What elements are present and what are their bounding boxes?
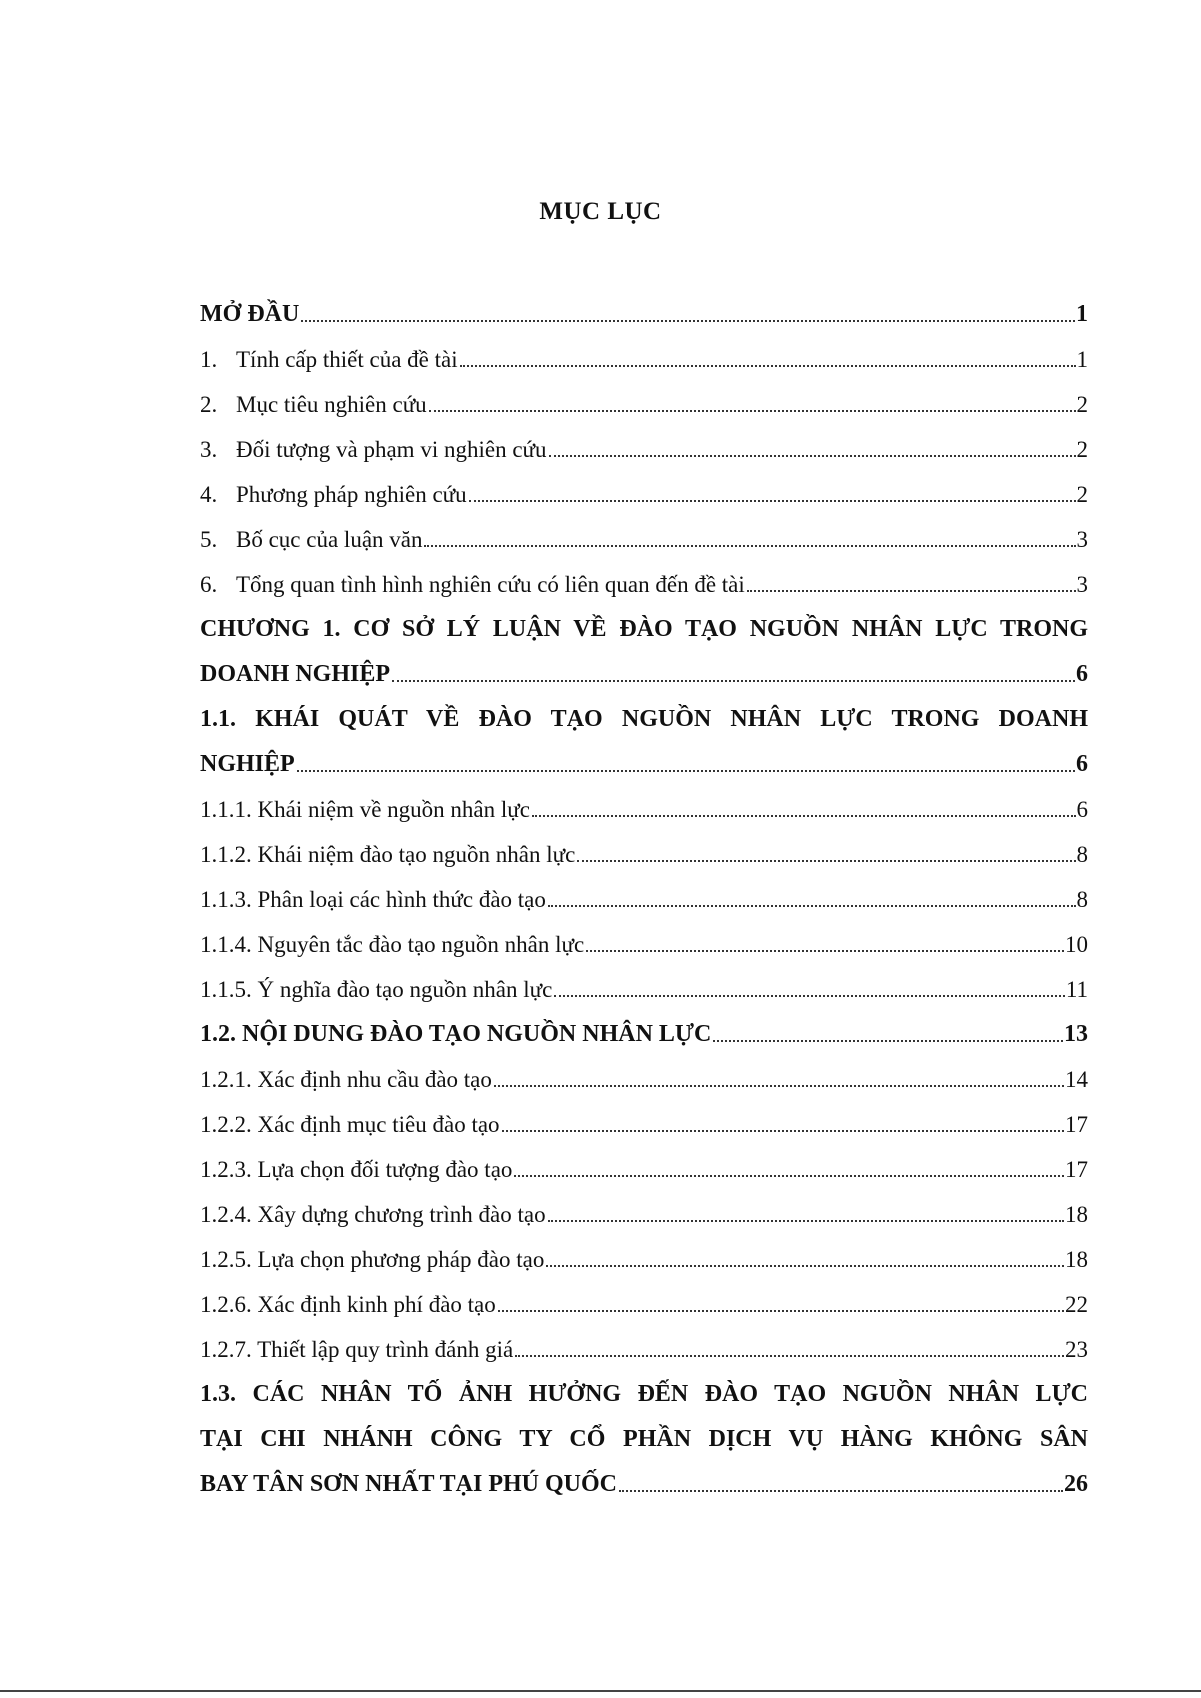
toc-entry-number: 5. (200, 527, 218, 552)
dot-leader (515, 1351, 1064, 1357)
toc-entry-page: 2 (1076, 482, 1088, 507)
dot-leader (469, 496, 1076, 502)
toc-entry-4[interactable] (200, 464, 1088, 509)
toc-entry-page: 6 (1076, 661, 1088, 687)
toc-section-1-3-line-2[interactable]: TẠI CHI NHÁNH CÔNG TY CỔ PHẦN DỊCH VỤ HÀNG KHÔNG SÂN (200, 1426, 1088, 1452)
dot-leader (514, 1171, 1064, 1177)
toc-entry-1-2-2[interactable] (200, 1094, 1088, 1139)
dot-leader (297, 766, 1075, 772)
toc-entry-text: 1.2. NỘI DUNG ĐÀO TẠO NGUỒN NHÂN LỰC (200, 1021, 712, 1047)
toc-entry-page: 17 (1065, 1112, 1088, 1137)
toc-entry-text (200, 525, 422, 554)
dot-leader (429, 406, 1076, 412)
toc-entry-page: 23 (1065, 1337, 1088, 1362)
toc-entry-page: 6 (1076, 751, 1088, 777)
dot-leader (494, 1081, 1064, 1087)
toc-entry-text: 1.2.7. Thiết lập quy trình đánh giá (200, 1337, 514, 1362)
toc-entry-3[interactable] (200, 419, 1088, 464)
toc-entry-1-2-6[interactable] (200, 1274, 1088, 1319)
toc-entry-1-1-3[interactable] (200, 869, 1088, 914)
toc-entry-page: 8 (1076, 887, 1088, 912)
toc-entry-label: Đối tượng và phạm vi nghiên cứu (236, 437, 547, 462)
toc-entry-5[interactable] (200, 509, 1088, 554)
toc-entry-6[interactable] (200, 554, 1088, 599)
toc-chapter-1-line-2[interactable] (200, 644, 1088, 689)
toc-entry-text: NGHIỆP (200, 751, 295, 777)
toc-entry-text: BAY TÂN SƠN NHẤT TẠI PHÚ QUỐC (200, 1471, 617, 1497)
toc-entry-page: 3 (1076, 572, 1088, 597)
toc-entry-2[interactable] (200, 374, 1088, 419)
toc-entry-text (200, 570, 745, 599)
toc-entry-number: 4. (200, 482, 218, 507)
toc-entry-page: 11 (1065, 977, 1088, 1002)
toc-entry-page: 3 (1076, 527, 1088, 552)
toc-entry-1-1-1[interactable] (200, 779, 1088, 824)
page-bottom-border (0, 1690, 1201, 1692)
toc-section-1-3-line-1[interactable]: 1.3. CÁC NHÂN TỐ ẢNH HƯỞNG ĐẾN ĐÀO TẠO NGUỒN NHÂN LỰC (200, 1381, 1088, 1407)
dot-leader (548, 1216, 1064, 1222)
toc-entry-mo-dau[interactable] (200, 284, 1088, 329)
toc-entry-number: 6. (200, 572, 218, 597)
page-title: MỤC LỤC (539, 198, 662, 225)
toc-entry-page: 13 (1064, 1021, 1088, 1047)
dot-leader (532, 811, 1076, 817)
toc-entry-text: 1.2.6. Xác định kinh phí đào tạo (200, 1292, 496, 1317)
toc-entry-text (200, 390, 427, 419)
toc-entry-1-2-7[interactable] (200, 1319, 1088, 1364)
toc-entry-text: 1.2.2. Xác định mục tiêu đào tạo (200, 1112, 500, 1137)
toc-entry-text: DOANH NGHIỆP (200, 661, 391, 687)
dot-leader (549, 451, 1076, 457)
toc-entry-1-2-5[interactable] (200, 1229, 1088, 1274)
toc-entry-text: 1.2.4. Xây dựng chương trình đào tạo (200, 1202, 546, 1227)
toc-entry-label: Mục tiêu nghiên cứu (236, 392, 427, 417)
toc-entry-text: 1.1.3. Phân loại các hình thức đào tạo (200, 887, 546, 912)
dot-leader (713, 1036, 1063, 1042)
toc-entry-text: 1.2.5. Lựa chọn phương pháp đào tạo (200, 1247, 545, 1272)
toc-entry-page: 8 (1076, 842, 1088, 867)
toc-entry-page: 2 (1076, 437, 1088, 462)
toc-entry-text (200, 435, 547, 464)
table-of-contents (200, 284, 1088, 1499)
toc-entry-label: Phương pháp nghiên cứu (236, 482, 467, 507)
toc-section-1-1-line-2[interactable] (200, 734, 1088, 779)
dot-leader (586, 946, 1064, 952)
toc-entry-1-1-2[interactable] (200, 824, 1088, 869)
toc-entry-page: 18 (1065, 1247, 1088, 1272)
toc-section-1-1-line-1[interactable]: 1.1. KHÁI QUÁT VỀ ĐÀO TẠO NGUỒN NHÂN LỰC TRONG DOANH (200, 706, 1088, 732)
toc-entry-1-2-3[interactable] (200, 1139, 1088, 1184)
toc-chapter-1-line-1[interactable]: CHƯƠNG 1. CƠ SỞ LÝ LUẬN VỀ ĐÀO TẠO NGUỒN NHÂN LỰC TRONG (200, 616, 1088, 642)
dot-leader (554, 991, 1065, 997)
dot-leader (577, 856, 1075, 862)
toc-entry-1-1-4[interactable] (200, 914, 1088, 959)
toc-entry-label: Tính cấp thiết của đề tài (236, 347, 458, 372)
toc-entry-page: 6 (1076, 797, 1088, 822)
toc-entry-page: 10 (1065, 932, 1088, 957)
dot-leader (424, 541, 1075, 547)
toc-entry-page: 2 (1076, 392, 1088, 417)
toc-section-1-2[interactable] (200, 1004, 1088, 1049)
toc-entry-text: 1.2.1. Xác định nhu cầu đào tạo (200, 1067, 492, 1092)
toc-entry-text: 1.1.5. Ý nghĩa đào tạo nguồn nhân lực (200, 977, 553, 1002)
dot-leader (747, 586, 1076, 592)
toc-entry-page: 26 (1064, 1471, 1088, 1497)
toc-entry-1-1-5[interactable] (200, 959, 1088, 1004)
toc-entry-text: MỞ ĐẦU (200, 301, 300, 327)
toc-entry-text: 1.1.1. Khái niệm về nguồn nhân lực (200, 797, 530, 822)
toc-entry-page: 17 (1065, 1157, 1088, 1182)
toc-entry-text: 1.2.3. Lựa chọn đối tượng đào tạo (200, 1157, 513, 1182)
toc-entry-text: 1.1.2. Khái niệm đào tạo nguồn nhân lực (200, 842, 576, 867)
dot-leader (392, 676, 1075, 682)
toc-entry-page: 1 (1076, 301, 1088, 327)
dot-leader (301, 316, 1075, 322)
toc-entry-label: Bố cục của luận văn (236, 527, 423, 552)
toc-entry-label: Tổng quan tình hình nghiên cứu có liên quan đến đề tài (236, 572, 745, 597)
toc-entry-text (200, 345, 458, 374)
dot-leader (502, 1126, 1064, 1132)
toc-entry-number: 3. (200, 437, 218, 462)
dot-leader (460, 361, 1076, 367)
toc-entry-1-2-1[interactable] (200, 1049, 1088, 1094)
dot-leader (498, 1306, 1064, 1312)
dot-leader (546, 1261, 1064, 1267)
toc-entry-1[interactable] (200, 329, 1088, 374)
toc-entry-number: 2. (200, 392, 218, 417)
toc-entry-page: 22 (1065, 1292, 1088, 1317)
toc-entry-number: 1. (200, 347, 218, 372)
dot-leader (548, 901, 1076, 907)
toc-entry-page: 18 (1065, 1202, 1088, 1227)
toc-entry-page: 1 (1076, 347, 1088, 372)
dot-leader (619, 1486, 1063, 1492)
toc-section-1-3-line-3[interactable] (200, 1454, 1088, 1499)
toc-entry-page: 14 (1065, 1067, 1088, 1092)
toc-entry-text (200, 480, 467, 509)
toc-entry-text: 1.1.4. Nguyên tắc đào tạo nguồn nhân lực (200, 932, 585, 957)
toc-entry-1-2-4[interactable] (200, 1184, 1088, 1229)
